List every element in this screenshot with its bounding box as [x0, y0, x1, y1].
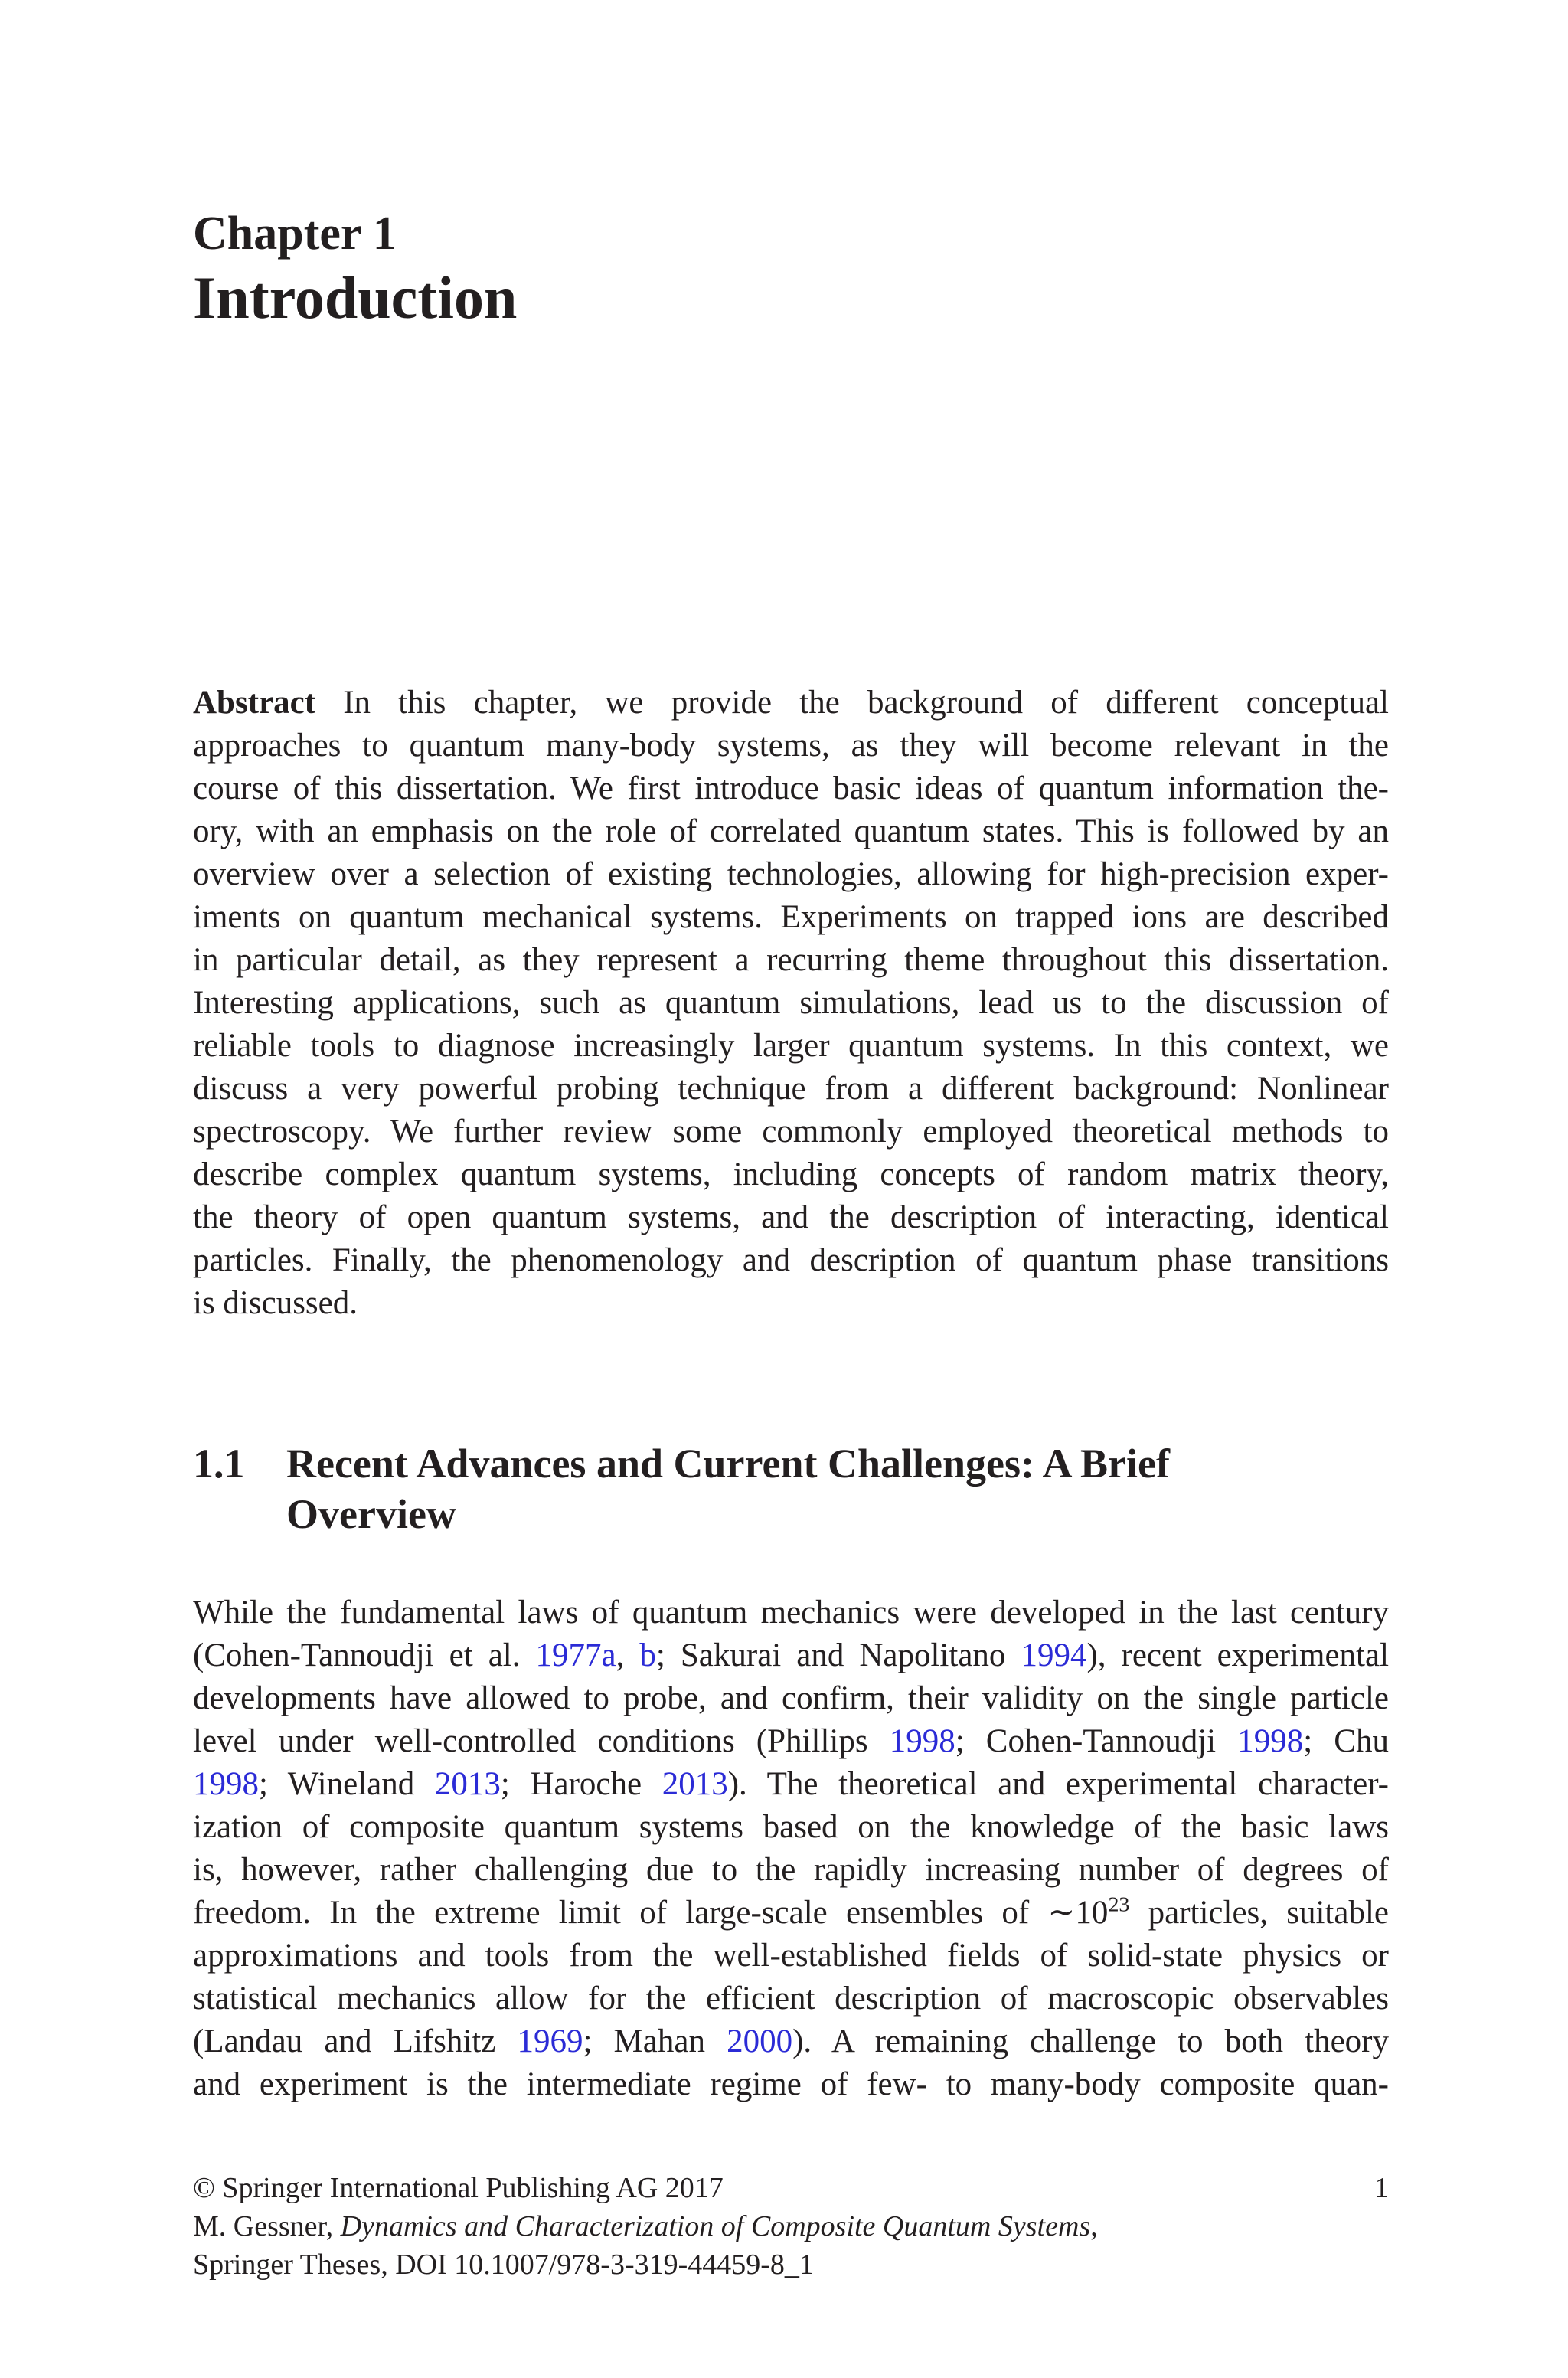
- body-line: While the fundamental laws of quantum mechanics were developed in the last century: [193, 1595, 1389, 1631]
- body-line: (Landau and Lifshitz 1969; Mahan 2000). A remaining challenge to both theory: [193, 2023, 1389, 2059]
- chapter-title: Introduction: [193, 264, 518, 331]
- abstract-line: reliable tools to diagnose increasingly larger quantum systems. In this context, we: [193, 1028, 1389, 1064]
- citation-link[interactable]: 2013: [662, 1766, 728, 1802]
- abstract-line: spectroscopy. We further review some commonly employed theoretical methods to: [193, 1114, 1389, 1150]
- superscript: 23: [1108, 1892, 1130, 1917]
- page-number: 1: [1374, 2172, 1389, 2204]
- abstract-line: in particular detail, as they represent a recurring theme throughout this dissertation.: [193, 942, 1389, 978]
- abstract-line: Interesting applications, such as quantum simulations, lead us to the discussion of: [193, 985, 1389, 1021]
- body-line: (Cohen-Tannoudji et al. 1977a, b; Sakurai and Napolitano 1994), recent experimental: [193, 1637, 1390, 1673]
- abstract-line: course of this dissertation. We first introduce basic ideas of quantum information the-: [193, 770, 1389, 806]
- abstract-heading: Abstract: [193, 685, 316, 721]
- chapter-label: Chapter 1: [193, 208, 397, 260]
- abstract-line: describe complex quantum systems, including concepts of random matrix theory,: [193, 1156, 1389, 1192]
- citation-link[interactable]: 1994: [1021, 1637, 1087, 1673]
- body-line: is, however, rather challenging due to the rapidly increasing number of degrees of: [193, 1852, 1389, 1888]
- abstract-line: is discussed.: [193, 1285, 358, 1321]
- body-line: statistical mechanics allow for the efficient description of macroscopic observables: [193, 1981, 1389, 2017]
- body-line: level under well-controlled conditions (Phillips 1998; Cohen-Tannoudji 1998; Chu: [193, 1723, 1389, 1759]
- section-number: 1.1: [193, 1441, 245, 1487]
- citation-link[interactable]: 2000: [727, 2023, 793, 2059]
- citation-link[interactable]: 2013: [434, 1766, 501, 1802]
- abstract-line: discuss a very powerful probing technique from a different background: Nonlinear: [193, 1071, 1389, 1107]
- citation-link[interactable]: 1998: [1237, 1723, 1304, 1759]
- body-line: ization of composite quantum systems based on the knowledge of the basic laws: [193, 1809, 1389, 1845]
- abstract-line: iments on quantum mechanical systems. Experiments on trapped ions are described: [193, 899, 1389, 935]
- citation-link[interactable]: 1969: [517, 2023, 583, 2059]
- body-line: developments have allowed to probe, and confirm, their validity on the single particle: [193, 1680, 1389, 1716]
- citation-link[interactable]: b: [639, 1637, 656, 1673]
- citation-link[interactable]: 1998: [193, 1766, 259, 1802]
- citation-info: M. Gessner, Dynamics and Characterization of Composite Quantum Systems,: [193, 2210, 1098, 2242]
- body-line: freedom. In the extreme limit of large-scale ensembles of $\sim 10^{23}$ particles, suitable: [193, 1892, 1390, 1931]
- series-doi: Springer Theses, DOI 10.1007/978-3-319-44459-8_1: [193, 2249, 814, 2281]
- abstract-line: approaches to quantum many-body systems, as they will become relevant in the: [193, 728, 1389, 764]
- copyright: © Springer International Publishing AG 2017: [193, 2172, 724, 2204]
- section-title: Recent Advances and Current Challenges: A Brief Overview: [286, 1441, 1170, 1537]
- abstract-line: the theory of open quantum systems, and the description of interacting, identical: [193, 1199, 1389, 1235]
- abstract-line: particles. Finally, the phenomenology and description of quantum phase transitions: [193, 1242, 1389, 1278]
- body-line: approximations and tools from the well-established fields of solid-state physics or: [193, 1938, 1389, 1974]
- abstract-line: overview over a selection of existing technologies, allowing for high-precision exper-: [193, 856, 1389, 892]
- book-title: Dynamics and Characterization of Composite Quantum Systems: [340, 2210, 1091, 2242]
- citation-link[interactable]: 1977a: [535, 1637, 616, 1673]
- citation-link[interactable]: 1998: [889, 1723, 956, 1759]
- abstract-line: ory, with an emphasis on the role of correlated quantum states. This is followed by an: [193, 813, 1389, 849]
- body-line: 1998; Wineland 2013; Haroche 2013). The theoretical and experimental character-: [193, 1766, 1389, 1802]
- body-line: and experiment is the intermediate regime of few- to many-body composite quan-: [193, 2066, 1389, 2102]
- abstract-line: Abstract In this chapter, we provide the background of different conceptual: [193, 685, 1389, 721]
